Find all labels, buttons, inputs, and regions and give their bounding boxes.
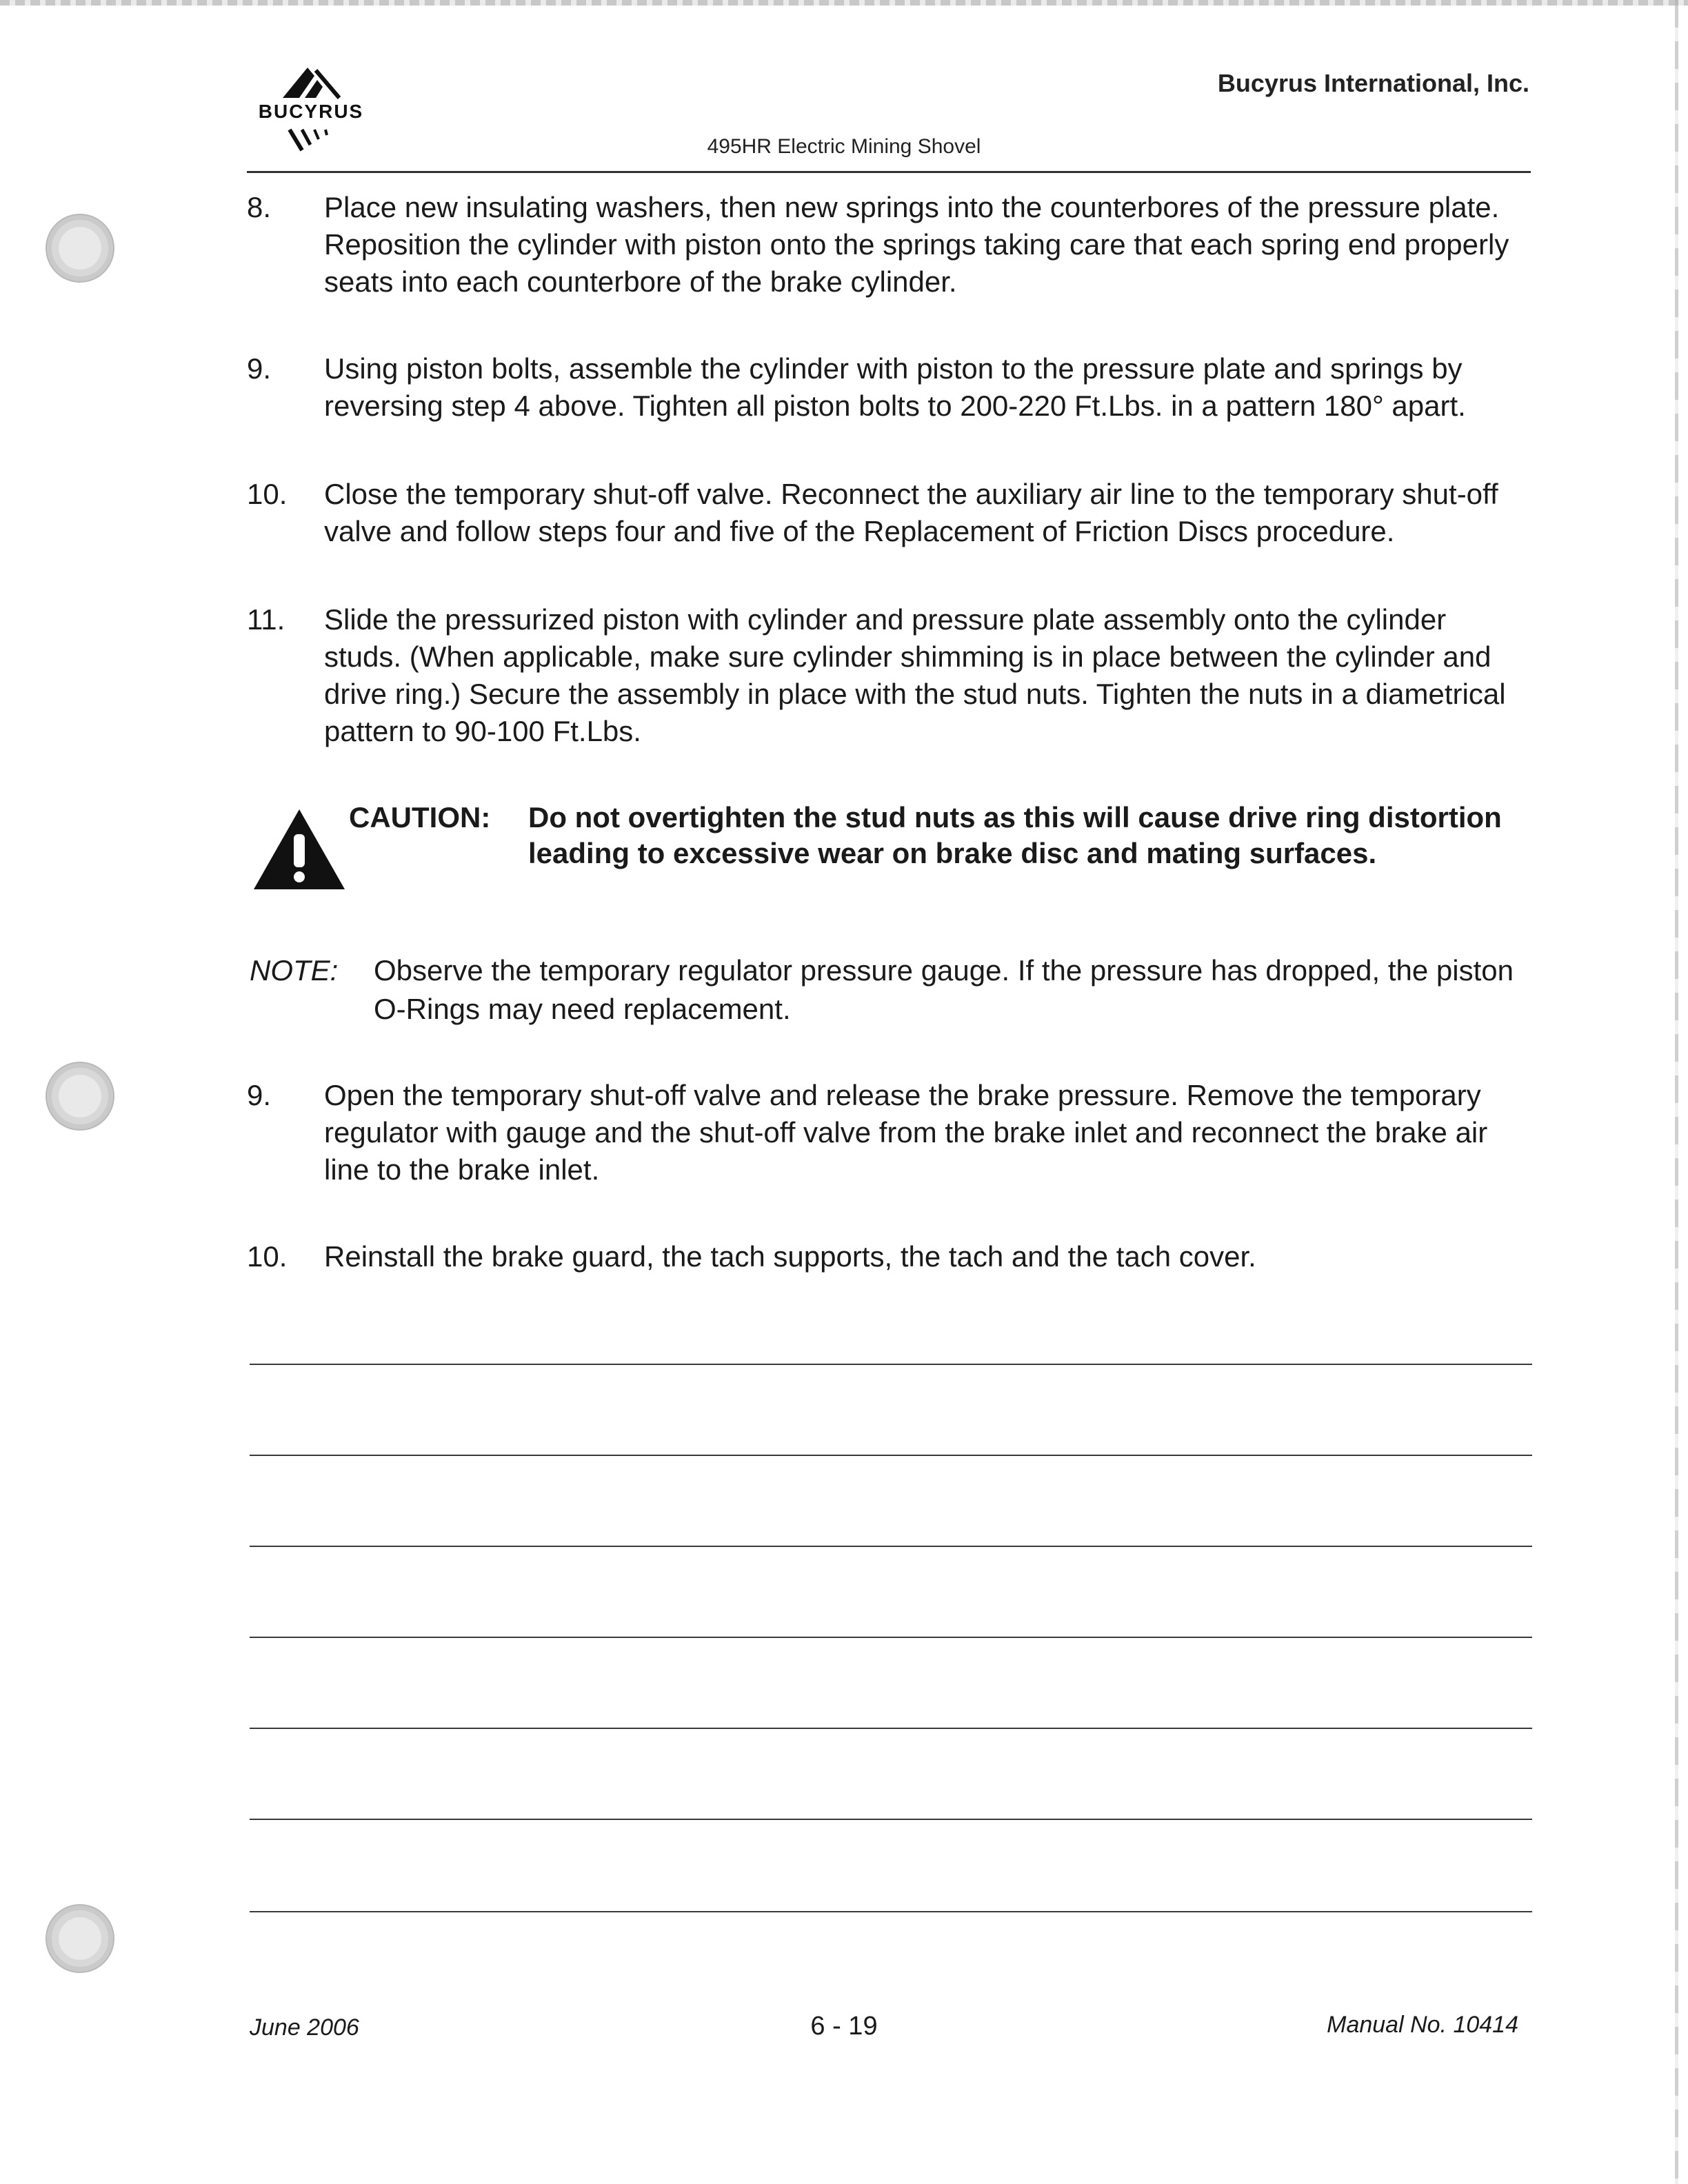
company-name: Bucyrus International, Inc. xyxy=(1217,69,1529,97)
footer-date: June 2006 xyxy=(250,2014,359,2041)
step-number: 9. xyxy=(247,1079,272,1111)
caution-text: Do not overtighten the stud nuts as this will cause drive ring distortion leading to excessive wear on brake disc and mating surfaces. xyxy=(528,801,1502,869)
note-text: Observe the temporary regulator pressure gauge. If the pressure has dropped, the piston O-Rings may need replacement. xyxy=(374,954,1514,1025)
step-text: Using piston bolts, assemble the cylinder with piston to the pressure plate and springs by reversing step 4 above. Tighten all piston bolts to 200-220 Ft.Lbs. in a pattern 180° apart. xyxy=(324,352,1466,422)
step-number: 10. xyxy=(247,478,288,510)
caution-label: CAUTION: xyxy=(349,801,491,833)
step-number: 8. xyxy=(247,191,272,223)
blank-note-line xyxy=(250,1546,1532,1547)
step-item xyxy=(247,350,1531,425)
document-subtitle: 495HR Electric Mining Shovel xyxy=(707,135,981,158)
blank-note-line xyxy=(250,1911,1532,1912)
warning-triangle-icon xyxy=(251,807,348,892)
step-number: 11. xyxy=(247,603,285,636)
step-item xyxy=(247,189,1531,301)
scan-edge-top xyxy=(0,0,1688,6)
punch-hole-bottom xyxy=(46,1904,114,1973)
caution-block xyxy=(251,800,1534,896)
punch-hole-top xyxy=(46,214,114,283)
step-item xyxy=(247,476,1531,550)
step-text: Close the temporary shut-off valve. Reconnect the auxiliary air line to the temporary shut-off valve and follow steps four and five of the Replacement of Friction Discs procedure. xyxy=(324,478,1498,547)
blank-note-line xyxy=(250,1455,1532,1456)
step-item xyxy=(247,1238,1531,1275)
step-item xyxy=(247,1077,1531,1189)
step-text: Place new insulating washers, then new springs into the counterbores of the pressure plate. Reposition the cylinder with piston onto the springs taking care that each spring end properly seats into each counterbore of the brake cylinder. xyxy=(324,191,1509,298)
scan-edge-right xyxy=(1675,0,1678,2184)
step-item xyxy=(247,601,1531,750)
step-text: Open the temporary shut-off valve and release the brake pressure. Remove the temporary regulator with gauge and the shut-off valve from the brake inlet and reconnect the brake air line to the brake inlet. xyxy=(324,1079,1488,1186)
step-number: 10. xyxy=(247,1240,288,1273)
punch-hole-middle xyxy=(46,1062,114,1131)
header-divider xyxy=(247,171,1531,173)
logo-text: BUCYRUS xyxy=(258,101,364,122)
step-text: Slide the pressurized piston with cylinder and pressure plate assembly onto the cylinder studs. (When applicable, make sure cylinder shimming is in place between the cylinder and drive ring.) Secure the assembly in place with the stud nuts. Tighten the nuts in a diametrical pattern to 90-100 Ft.Lbs. xyxy=(324,603,1506,747)
note-block xyxy=(250,951,1532,1029)
page-number: 6 - 19 xyxy=(810,2012,878,2041)
blank-note-line xyxy=(250,1819,1532,1820)
blank-note-line xyxy=(250,1637,1532,1638)
note-label: NOTE: xyxy=(250,954,339,987)
step-text: Reinstall the brake guard, the tach supports, the tach and the tach cover. xyxy=(324,1240,1256,1273)
blank-note-line xyxy=(250,1728,1532,1729)
logo-peak-icon xyxy=(280,63,342,101)
blank-note-line xyxy=(250,1364,1532,1365)
manual-number: Manual No. 10414 xyxy=(1327,2012,1518,2038)
step-number: 9. xyxy=(247,352,272,385)
